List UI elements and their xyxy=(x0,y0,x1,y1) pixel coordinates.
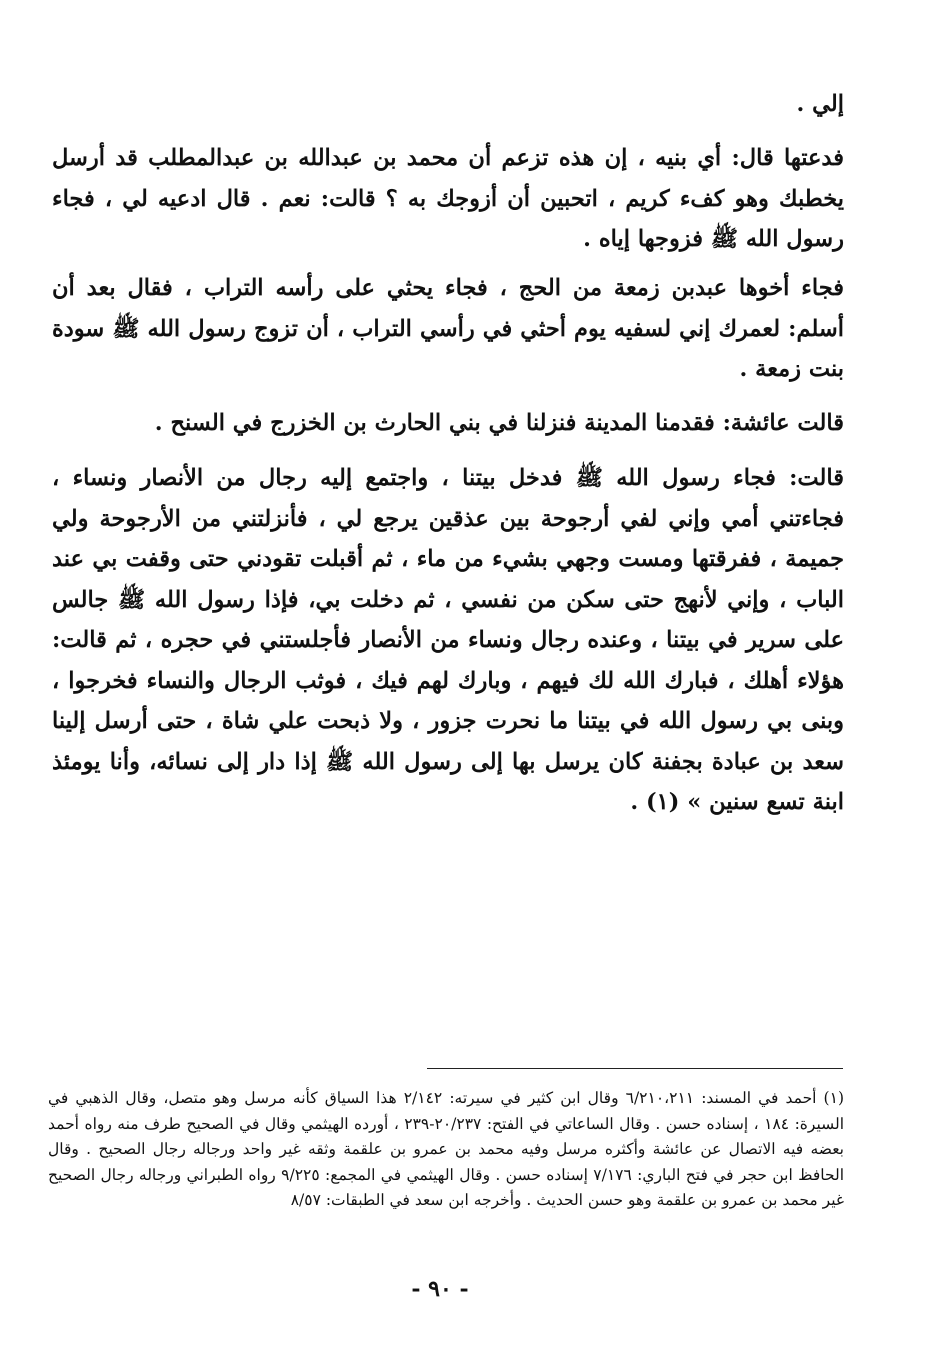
page-number: - ٩٠ - xyxy=(411,1276,469,1302)
paragraph-1: إلي . xyxy=(796,91,844,117)
paragraph-4: قالت عائشة: فقدمنا المدينة فنزلنا في بني الحارث بن الخزرج في السنح . xyxy=(154,410,844,436)
paragraph-2: فدعتها قال: أي بنيه ، إن هذه تزعم أن محمد بن عبدالله بن عبدالمطلب قد أرسل يخطبك وهو كفء كريم ، اتحبين أن أزوجك به ؟ قالت: نعم . قال ادعيه لي ، فجاء رسول الله ﷺ فزوجها إياه . xyxy=(52,145,844,252)
footnote-separator xyxy=(427,1068,843,1069)
paragraph-3: فجاء أخوها عبدبن زمعة من الحج ، فجاء يحثي على رأسه التراب ، فقال بعد أن أسلم: لعمرك إني لسفيه يوم أحثي في رأسي التراب ، أن تزوج رسول الله ﷺ سودة بنت زمعة . xyxy=(52,275,844,382)
paragraph-5: قالت: فجاء رسول الله ﷺ فدخل بيتنا ، واجتمع إليه رجال من الأنصار ونساء ، فجاءتني أمي وإني لفي أرجوحة بين عذقين يرجع لي ، فأنزلتني من الأرجوحة ولي جميمة ، ففرقتها ومست وجهي بشيء من ماء ، ثم أقبلت تقودني حتى وقفت بي عند الباب ، وإني لأنهج حتى سكن من نفسي ، ثم دخلت بي، فإذا رسول الله ﷺ جالس على سرير في بيتنا ، وعنده رجال ونساء من الأنصار فأجلستني في حجره ، ثم قالت: هؤلاء أهلك ، فبارك الله لك فيهم ، وبارك لهم فيك ، فوثب الرجال والنساء فخرجوا ، وبنى بي رسول الله في بيتنا ما نحرت جزور ، ولا ذبحت علي شاة ، حتى أرسل إلينا سعد بن عبادة بجفنة كان يرسل بها إلى رسول الله ﷺ إذا دار إلى نسائه، وأنا يومئذ ابنة تسع سنين » (١) . xyxy=(52,465,844,815)
footnote: (١) أحمد في المسند: ٦/٢١٠،٢١١ وقال ابن كثير في سيرته: ٢/١٤٢ هذا السياق كأنه مرسل وهو متصل، وقال الذهبي في السيرة: ١٨٤ ، إسناده حسن . وقال الساعاتي في الفتح: ٢٠/٢٣٧-٢٣٩ ، أورده الهيثمي وقال في الصحيح طرف منه رواه أحمد بعضه فيه الاتصال عن عائشة وأكثره مرسل وفيه محمد بن عمرو بن علقمة وثقه غير واحد ورجاله رجال الصحيح . وقال الحافظ ابن حجر في فتح الباري: ٧/١٧٦ إسناده حسن . وقال الهيثمي في المجمع: ٩/٢٢٥ رواه الطبراني ورجاله رجال الصحيح غير محمد بن عمرو بن علقمة وهو حسن الحديث . وأخرجه ابن سعد في الطبقات: ٨/٥٧ xyxy=(48,1089,844,1209)
